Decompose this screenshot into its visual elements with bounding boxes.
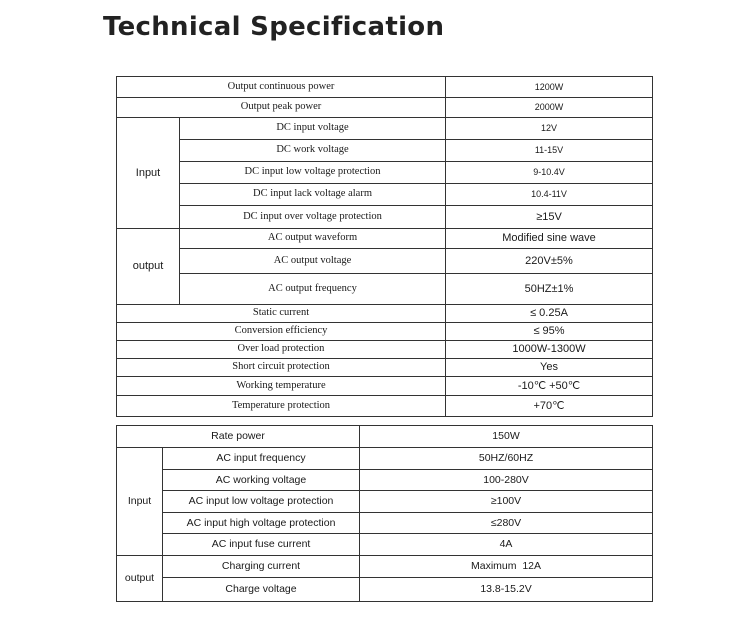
spec-label: AC working voltage	[163, 470, 360, 491]
table-row	[117, 249, 653, 274]
charger-spec-table	[116, 425, 653, 602]
table-row	[117, 305, 653, 323]
spec-value: ≤ 95%	[446, 323, 653, 341]
table-row	[117, 359, 653, 377]
spec-value: 50HZ±1%	[446, 274, 653, 305]
spec-value: 50HZ/60HZ	[360, 448, 653, 470]
group-label-output: output	[117, 229, 180, 305]
spec-value: ≥100V	[360, 491, 653, 513]
spec-label: Output peak power	[117, 98, 446, 118]
table-row	[117, 229, 653, 249]
table-row	[117, 274, 653, 305]
table-row	[117, 578, 653, 602]
spec-label: Working temperature	[117, 377, 446, 396]
spec-label: DC input lack voltage alarm	[180, 184, 446, 206]
spec-label: Temperature protection	[117, 396, 446, 417]
table-row	[117, 470, 653, 491]
spec-value: 220V±5%	[446, 249, 653, 274]
spec-label: Rate power	[117, 426, 360, 448]
table-row	[117, 184, 653, 206]
spec-label: AC input high voltage protection	[163, 513, 360, 534]
page-title: Technical Specification	[103, 12, 445, 42]
table-row	[117, 556, 653, 578]
spec-value: +70℃	[446, 396, 653, 417]
spec-value: 4A	[360, 534, 653, 556]
spec-label: Conversion efficiency	[117, 323, 446, 341]
spec-value: 11-15V	[446, 140, 653, 162]
spec-label: AC output frequency	[180, 274, 446, 305]
table-row	[117, 341, 653, 359]
spec-value: ≤ 0.25A	[446, 305, 653, 323]
spec-label: DC work voltage	[180, 140, 446, 162]
table-row	[117, 140, 653, 162]
spec-label: DC input over voltage protection	[180, 206, 446, 229]
spec-label: DC input voltage	[180, 118, 446, 140]
spec-value: 12V	[446, 118, 653, 140]
table-row	[117, 377, 653, 396]
table-row	[117, 491, 653, 513]
spec-value: 1200W	[446, 77, 653, 98]
spec-label: Charging current	[163, 556, 360, 578]
table-row	[117, 77, 653, 98]
spec-value: 1000W-1300W	[446, 341, 653, 359]
table-row	[117, 513, 653, 534]
spec-label: AC input fuse current	[163, 534, 360, 556]
table-row	[117, 118, 653, 140]
spec-label: Over load protection	[117, 341, 446, 359]
spec-value: -10℃ +50℃	[446, 377, 653, 396]
spec-label: AC input low voltage protection	[163, 491, 360, 513]
spec-label: DC input low voltage protection	[180, 162, 446, 184]
spec-value: ≥15V	[446, 206, 653, 229]
table-row	[117, 426, 653, 448]
group-label-input: Input	[117, 448, 163, 556]
table-row	[117, 162, 653, 184]
table-row	[117, 323, 653, 341]
table-row	[117, 206, 653, 229]
spec-value: 150W	[360, 426, 653, 448]
spec-label: Charge voltage	[163, 578, 360, 602]
spec-label: AC output waveform	[180, 229, 446, 249]
group-label-output: output	[117, 556, 163, 602]
spec-value: Maximum 12A	[360, 556, 653, 578]
table-row	[117, 98, 653, 118]
group-label-input: Input	[117, 118, 180, 229]
spec-label: AC input frequency	[163, 448, 360, 470]
spec-value: 10.4-11V	[446, 184, 653, 206]
table-row	[117, 396, 653, 417]
spec-value: 100-280V	[360, 470, 653, 491]
spec-value: 13.8-15.2V	[360, 578, 653, 602]
spec-value: 9-10.4V	[446, 162, 653, 184]
spec-value: Modified sine wave	[446, 229, 653, 249]
spec-label: AC output voltage	[180, 249, 446, 274]
table-row	[117, 534, 653, 556]
spec-label: Short circuit protection	[117, 359, 446, 377]
spec-value: 2000W	[446, 98, 653, 118]
spec-label: Output continuous power	[117, 77, 446, 98]
spec-value: Yes	[446, 359, 653, 377]
table-row	[117, 448, 653, 470]
spec-label: Static current	[117, 305, 446, 323]
inverter-spec-table	[116, 76, 653, 417]
spec-value: ≤280V	[360, 513, 653, 534]
